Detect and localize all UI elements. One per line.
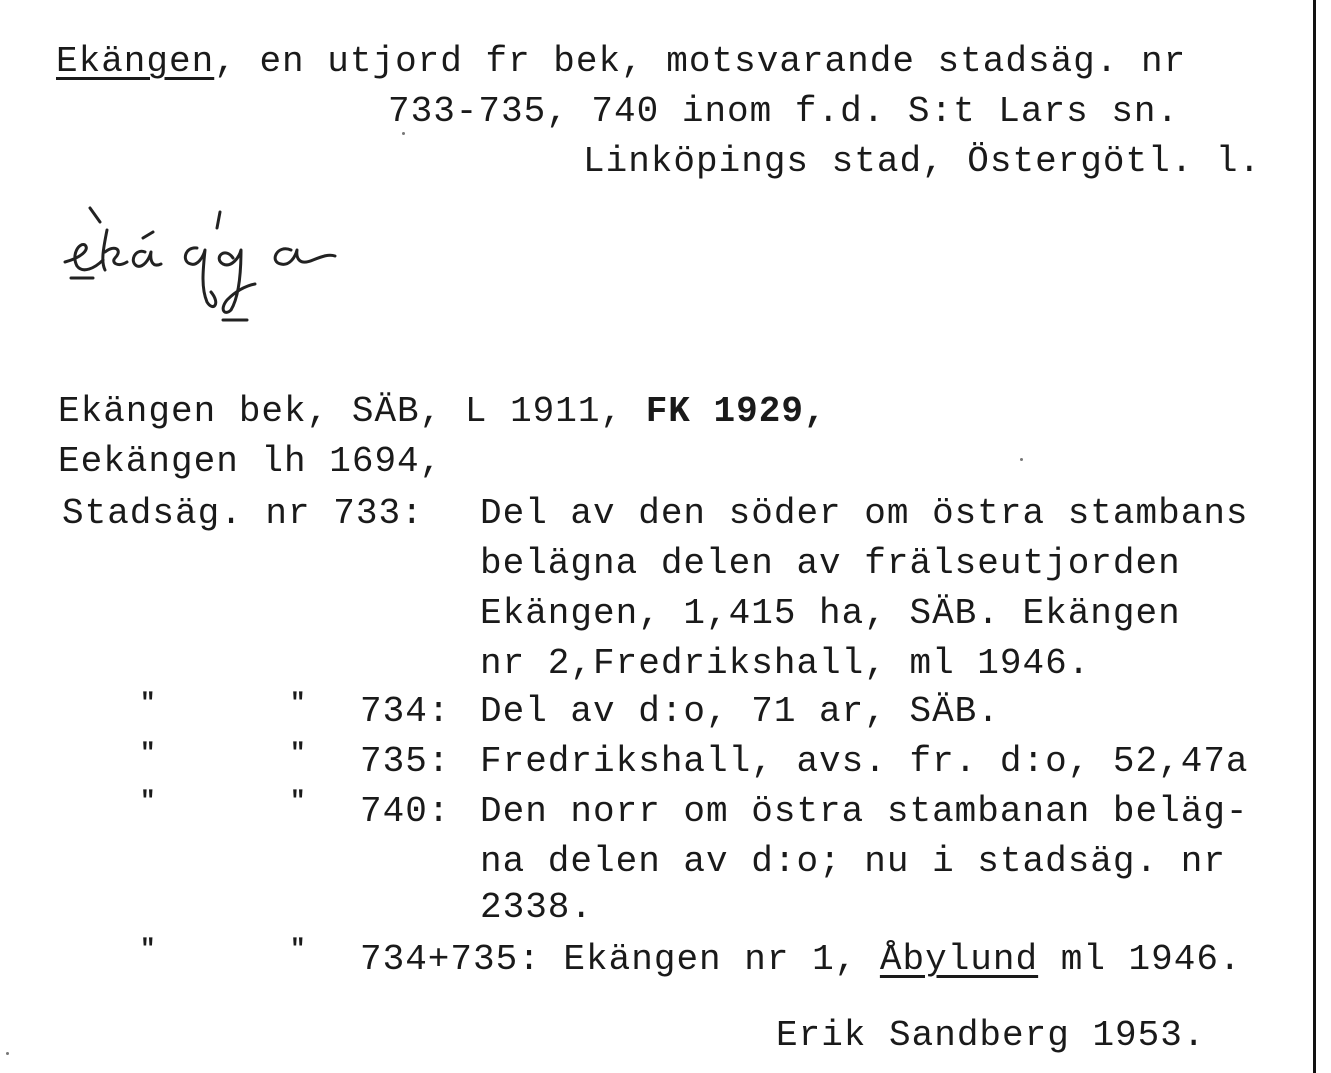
header-line-1-rest: , en utjord fr bek, motsvarande stadsäg. nr	[214, 41, 1187, 82]
record-line-1-sources: Ekängen bek, SÄB, L 1911,	[58, 391, 646, 432]
speck	[6, 1052, 9, 1055]
row-734-label: 734:	[360, 691, 451, 732]
speck	[402, 132, 405, 135]
ditto-mark: "	[290, 738, 306, 768]
record-line-1	[58, 392, 827, 432]
header-line-3: Linköpings stad, Östergötl. l.	[583, 141, 1262, 182]
ditto-mark: "	[290, 786, 306, 816]
signature: Erik Sandberg 1953.	[776, 1015, 1206, 1056]
handwritten-pronunciation	[55, 200, 365, 330]
row-733-text-3: Ekängen, 1,415 ha, SÄB. Ekängen	[480, 593, 1181, 634]
card-edge-line	[1313, 0, 1316, 1073]
row-734-735-label: 734+735: Ekängen nr 1,	[360, 939, 880, 980]
row-734-735-rest: ml 1946.	[1038, 939, 1242, 980]
row-734-735	[360, 940, 1242, 980]
ditto-mark: "	[140, 934, 156, 964]
row-733-label: Stadsäg. nr 733:	[62, 493, 424, 534]
ditto-mark: "	[290, 934, 306, 964]
headword: Ekängen	[56, 41, 215, 82]
row-735-label: 735:	[360, 741, 451, 782]
row-733-text-1: Del av den söder om östra stambans	[480, 493, 1249, 534]
record-line-1-fk: FK 1929,	[645, 391, 827, 432]
speck	[1020, 458, 1023, 461]
ditto-mark: "	[140, 786, 156, 816]
row-740-label: 740:	[360, 791, 451, 832]
row-740-text-2: na delen av d:o; nu i stadsäg. nr	[480, 841, 1226, 882]
ditto-mark: "	[290, 688, 306, 718]
row-733-text-4: nr 2,Fredrikshall, ml 1946.	[480, 643, 1091, 684]
ditto-mark: "	[140, 738, 156, 768]
row-740-text-1: Den norr om östra stambanan beläg-	[480, 791, 1249, 832]
row-734-text: Del av d:o, 71 ar, SÄB.	[480, 691, 1000, 732]
row-735-text: Fredrikshall, avs. fr. d:o, 52,47a	[480, 741, 1249, 782]
record-line-2: Eekängen lh 1694,	[58, 441, 443, 482]
row-740-text-3: 2338.	[480, 887, 594, 928]
row-733-text-2: belägna delen av frälseutjorden	[480, 543, 1181, 584]
ditto-mark: "	[140, 688, 156, 718]
header-line-1	[56, 42, 1186, 82]
place-name-abylund: Åbylund	[879, 939, 1039, 980]
header-line-2: 733-735, 740 inom f.d. S:t Lars sn.	[388, 91, 1180, 132]
